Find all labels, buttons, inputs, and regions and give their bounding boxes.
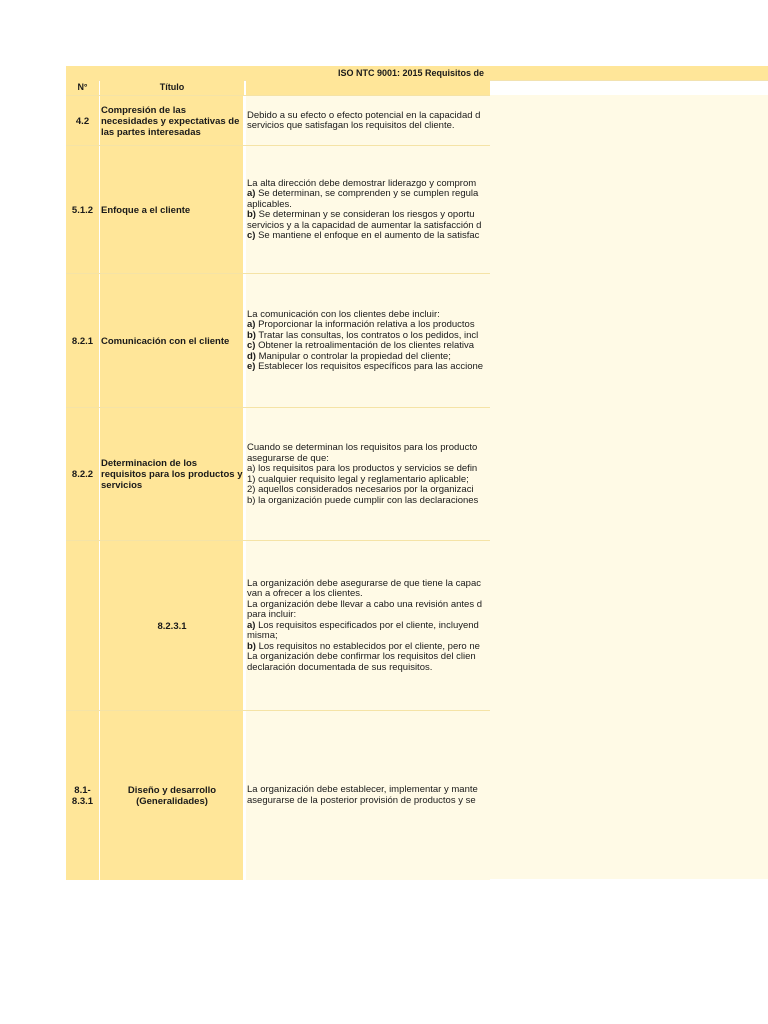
row-description (246, 146, 490, 274)
table-row (66, 95, 490, 146)
row-title: 8.2.3.1 (100, 541, 244, 711)
header-num: N° (66, 80, 99, 95)
line-text: b) la organización puede cumplir con las declaraciones (247, 494, 479, 506)
header-description (246, 80, 490, 95)
row-number: 8.2.1 (66, 274, 100, 408)
row-description (246, 711, 490, 880)
list-marker: c) (247, 340, 256, 351)
sheet-title-row (66, 66, 768, 81)
line-text: servicios y a la capacidad de aumentar la satisfacción d (247, 219, 482, 231)
line-text: Debido a su efecto o efecto potencial en la capacidad d (247, 109, 481, 121)
list-marker: a) (247, 319, 256, 330)
description-line (247, 121, 480, 132)
line-text: Obtener la retroalimentación de los clientes relativa (255, 340, 475, 351)
list-marker: d) (247, 350, 256, 362)
list-marker: c) (247, 230, 256, 241)
line-text: van a ofrecer a los clientes. (247, 588, 363, 600)
header-title: Título (100, 80, 244, 95)
line-text: Manipular o controlar la propiedad del cliente; (255, 350, 451, 362)
line-text: La organización debe asegurarse de que tiene la capac (247, 577, 481, 589)
row-number: 5.1.2 (66, 146, 100, 274)
line-text: Los requisitos no establecidos por el cliente, pero ne (255, 640, 480, 652)
line-text: misma; (247, 630, 278, 642)
line-text: asegurarse de que: (247, 452, 329, 464)
list-marker: b) (247, 329, 256, 341)
line-text: La organización debe establecer, implementar y mante (247, 784, 478, 795)
line-text: 2) aquellos considerados necesarios por la organizaci (247, 484, 474, 495)
description-line (247, 496, 478, 507)
row-description (246, 541, 490, 711)
line-text: 1) cualquier requisito legal y reglamentario aplicable; (247, 473, 469, 485)
table-row (66, 710, 490, 880)
table-row (66, 407, 490, 541)
table-row (66, 273, 490, 408)
line-text: Se determinan y se consideran los riesgos y oportu (255, 209, 475, 220)
row-number: 4.2 (66, 96, 100, 146)
line-text: Se mantiene el enfoque en el aumento de la satisfac (255, 230, 480, 241)
row-number: 8.2.2 (66, 408, 100, 541)
row-title: Determinacion de los requisitos para los productos y servicios (100, 408, 244, 541)
row-description (246, 96, 490, 146)
line-text: La comunicación con los clientes debe incluir: (247, 308, 440, 320)
list-marker: b) (247, 209, 256, 220)
table-row (66, 540, 490, 711)
description-line (247, 362, 483, 373)
line-text: Cuando se determinan los requisitos para los producto (247, 442, 478, 453)
line-text: La alta dirección debe demostrar liderazgo y comprom (247, 177, 477, 189)
table-row (66, 145, 490, 274)
row-title: Comunicación con el cliente (100, 274, 244, 408)
line-text: Establecer los requisitos específicos para las accione (255, 361, 484, 372)
line-text: servicios que satisfagan los requisitos del cliente. (247, 120, 455, 131)
right-panel (490, 95, 768, 879)
row-number: 8.1- 8.3.1 (66, 711, 100, 880)
line-text: declaración documentada de sus requisitos. (247, 661, 433, 673)
row-description (246, 408, 490, 541)
description-line (247, 621, 482, 632)
line-text: asegurarse de la posterior provisión de productos y se (247, 794, 476, 806)
line-text: Se determinan, se comprenden y se cumplen regula (255, 188, 479, 199)
row-title: Compresión de las necesidades y expectativas de las partes interesadas (100, 96, 244, 146)
list-marker: a) (247, 188, 256, 199)
description-line (247, 231, 481, 242)
list-marker: a) (247, 619, 256, 631)
line-text: Los requisitos especificados por el cliente, incluyend (255, 619, 479, 631)
list-marker: b) (247, 640, 256, 652)
list-marker: e) (247, 361, 256, 372)
line-text: para incluir: (247, 609, 297, 621)
line-text: Proporcionar la información relativa a los productos (255, 319, 475, 330)
row-description (246, 274, 490, 408)
sheet-title: ISO NTC 9001: 2015 Requisitos de (338, 68, 485, 78)
line-text: aplicables. (247, 198, 292, 210)
line-text: La organización debe confirmar los requisitos del clien (247, 651, 476, 663)
line-text: La organización debe llevar a cabo una revisión antes d (247, 598, 483, 610)
line-text: Tratar las consultas, los contratos o los pedidos, incl (255, 329, 479, 341)
row-title: Enfoque a el cliente (100, 146, 244, 274)
line-text: a) los requisitos para los productos y servicios se defin (247, 463, 478, 474)
description-line (247, 796, 478, 807)
row-title: Diseño y desarrollo (Generalidades) (100, 711, 244, 880)
row-number (66, 541, 100, 711)
description-line (247, 663, 482, 674)
